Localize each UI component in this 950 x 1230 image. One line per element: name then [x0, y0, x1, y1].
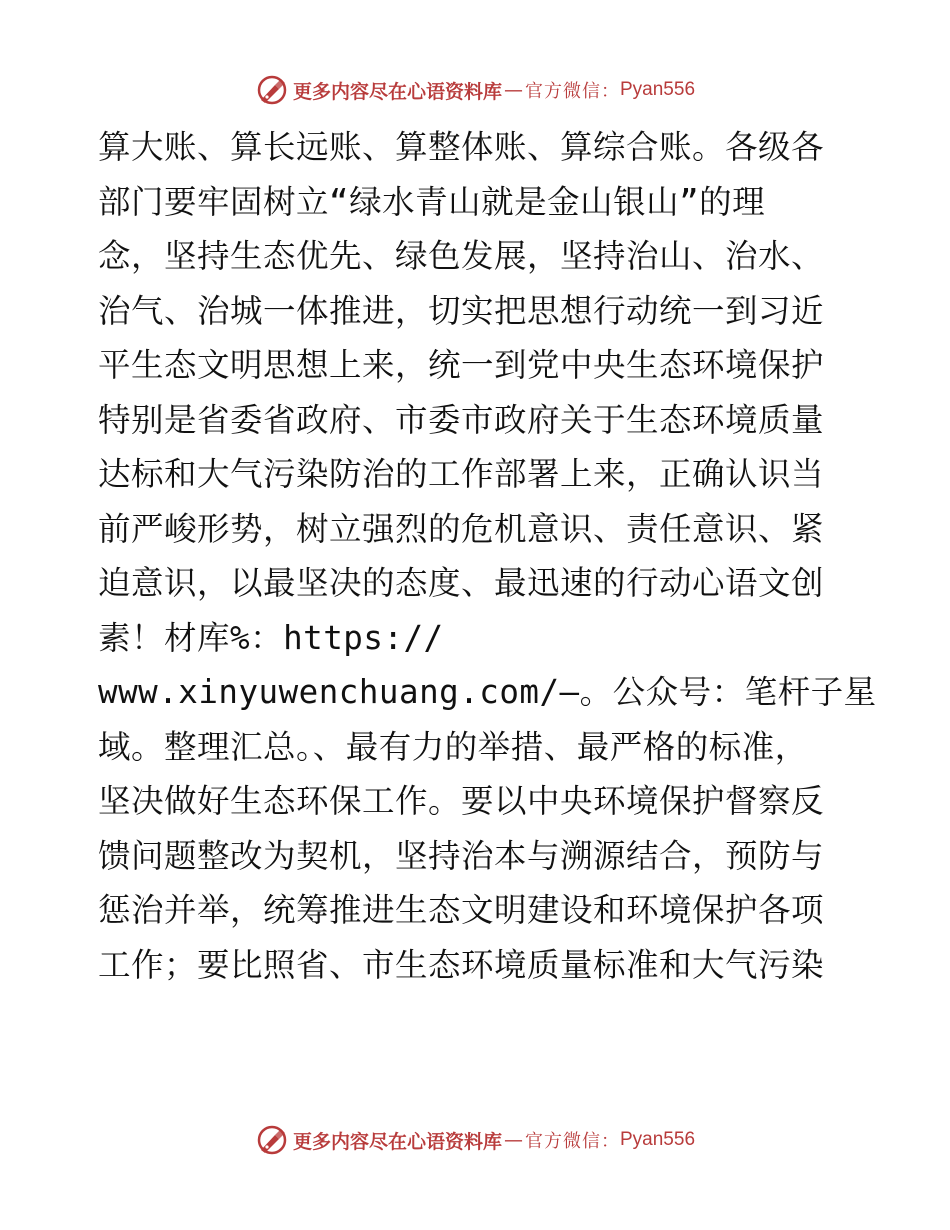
text-line: 特别是省委省政府、市委市政府关于生态环境质量 [98, 400, 825, 439]
text-line: 馈问题整改为契机，坚持治本与溯源结合，预防与 [98, 836, 825, 875]
footer-title: 更多内容尽在心语资料库 [292, 1130, 502, 1153]
text-line: 治气、治城一体推进，切实把思想行动统一到习近 [98, 291, 825, 330]
pen-logo-icon [255, 1123, 289, 1157]
footer-dash: — [504, 1129, 523, 1151]
text-line: 域。整理汇总。、最有力的举措、最严格的标准， [98, 727, 808, 766]
header-dash: — [504, 79, 523, 101]
header-wechat-label: 官方微信： [525, 81, 620, 102]
text-line: 算大账、算长远账、算整体账、算综合账。各级各 [98, 128, 825, 166]
footer-banner [0, 1120, 950, 1160]
footer-wechat-label: 官方微信： [525, 1131, 620, 1152]
text-line: 念，坚持生态优先、绿色发展，坚持治山、治水、 [98, 237, 825, 275]
text-line: 达标和大气污染防治的工作部署上来，正确认识当 [98, 455, 825, 493]
text-line: 素！材库%：https:// [98, 618, 444, 657]
text-line: 迫意识，以最坚决的态度、最迅速的行动心语文创 [98, 564, 825, 602]
text-line: 惩治并举，统筹推进生态文明建设和环境保护各项 [98, 891, 825, 929]
text-line: www.xinyuwenchuang.com/—。公众号：笔杆子星 [98, 673, 877, 711]
text-line: 坚决做好生态环保工作。要以中央环境保护督察反 [98, 782, 825, 820]
text-line: 平生态文明思想上来，统一到党中央生态环境保护 [98, 346, 825, 384]
text-line: 前严峻形势，树立强烈的危机意识、责任意识、紧 [98, 509, 825, 548]
pen-logo-icon [255, 73, 289, 107]
header-title: 更多内容尽在心语资料库 [292, 80, 502, 103]
document-body [98, 120, 877, 992]
footer-wechat-id: Pyan556 [620, 1129, 696, 1150]
text-line: 部门要牢固树立“绿水青山就是金山银山”的理 [98, 182, 766, 221]
header-banner [0, 70, 950, 110]
header-wechat-id: Pyan556 [620, 79, 696, 100]
text-line: 工作；要比照省、市生态环境质量标准和大气污染 [98, 945, 825, 984]
